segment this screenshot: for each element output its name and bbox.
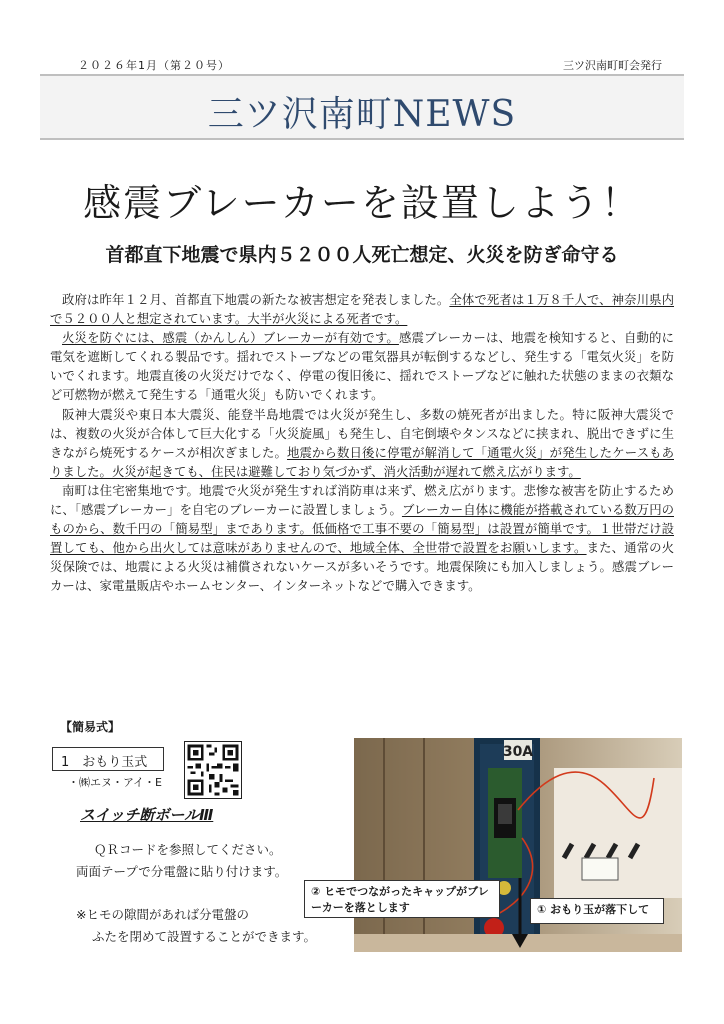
underlined-text: 低価格で工事不要の「簡易型」は設置が簡単です。１世帯だけ設置しても、他から出火しては意味がありませんので、地域全体、全世帯で設置をお願いします。 xyxy=(50,521,674,556)
paragraph xyxy=(50,405,674,481)
paragraph xyxy=(50,481,674,596)
subheadline: 首都直下地震で県内５２００人死亡想定、火災を防ぎ命守る xyxy=(105,244,619,266)
paragraph xyxy=(50,290,674,328)
publisher: 三ツ沢南町町会発行 xyxy=(563,59,662,72)
underlined-text: ブレーカー自体に機能が搭載されている数万円のものから、数千円の「簡易型」まであります。 xyxy=(50,502,674,537)
underlined-text: 全体で死者は１万８千人で、神奈川県内で５２００人と想定されています。大半が火災による死者です。 xyxy=(50,292,674,327)
issue-number: ２０２６年1月（第２０号） xyxy=(78,59,230,72)
paragraph-text: 南町は住宅密集地です。地震で火災が発生すれば消防車は来ず、燃え広がります。悲惨な被害を防止するために、「感震ブレーカー」を自宅のブレーカーに設置しましょう。 xyxy=(50,482,674,518)
type-name-box: 1 おもり玉式 xyxy=(52,747,164,771)
description-line: ＱＲコードを参照してください。 xyxy=(94,842,282,857)
qr-code[interactable] xyxy=(184,741,242,799)
callout-cap: ② ヒモでつながったキャップがブレーカーを落とします xyxy=(304,880,500,918)
paragraph-text: また、通常の火災保険では、地震による火災は補償されないケースが多いそうです。地震保険にも加入しましょう。感震ブレーカーは、家電量販店やホームセンター、インターネットなどで購入できます。 xyxy=(50,540,674,594)
note-line: ※ヒモの隙間があれば分電盤の xyxy=(76,907,249,922)
paragraph-text: 阪神大震災や東日本大震災、能登半島地震では火災が発生し、多数の焼死者が出ました。特に阪神大震災では、複数の火災が合体して巨大化する「火災旋風」も発生し、自宅倒壊やタンスなどに挟まれ、脱出できずに生きながら焼死するケースが相次ぎました。 xyxy=(50,406,674,460)
maker-name: ・㈱エヌ・アイ・E xyxy=(68,776,162,789)
underlined-text: 火災を防ぐには、感震（かんしん）ブレーカーが有効です。 xyxy=(62,330,399,346)
paragraph-text: 政府は昨年１２月、首都直下地震の新たな被害想定を発表しました。 xyxy=(62,292,450,307)
breaker-rating-label: 30A xyxy=(502,744,534,760)
section-label: 【簡易式】 xyxy=(60,720,121,734)
article-body xyxy=(50,290,674,596)
headline: 感震ブレーカーを設置しよう！ xyxy=(83,181,641,225)
product-name: スイッチ断ボールⅢ xyxy=(80,806,214,824)
note-line: ふたを閉めて設置することができます。 xyxy=(92,929,317,944)
newsletter-title: 三ツ沢南町NEWS xyxy=(207,94,517,135)
underlined-text: 地震から数日後に停電が解消して「通電火災」が発生したケースもありました。火災が起きても、住民は避難しており気づかず、消火活動が遅れて燃え広がります。 xyxy=(50,444,674,479)
description-line: 両面テープで分電盤に貼り付けます。 xyxy=(76,864,288,879)
callout-weight-ball: ① おもり玉が落下して xyxy=(530,898,664,924)
masthead xyxy=(40,76,684,140)
paragraph xyxy=(50,328,674,404)
paragraph-text: 感震ブレーカーは、地震を検知すると、自動的に電気を遮断してくれる製品です。揺れでストーブなどの電気器具が転倒するなどし、発生する「電気火災」を防いでくれます。地震直後の火災だけでなく、停電の復旧後に、揺れでストーブなどに触れた状態のままの衣類など可燃物が燃えて発生する「通電火災」も防いでくれます。 xyxy=(50,330,674,403)
